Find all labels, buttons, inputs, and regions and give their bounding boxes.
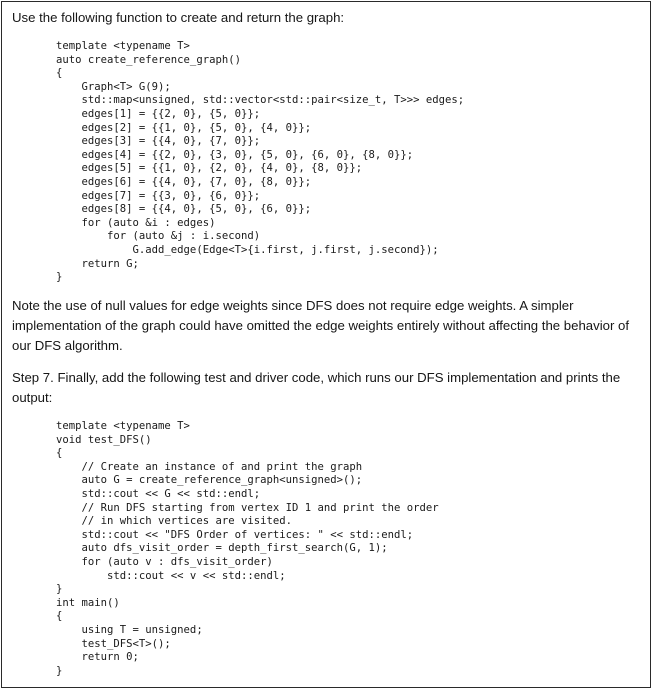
code-line: } <box>56 583 63 596</box>
code-line: for (auto &i : edges) <box>56 216 216 229</box>
code-line: { <box>56 67 63 80</box>
code-line: int main() <box>56 596 120 609</box>
code-line: { <box>56 447 63 460</box>
code-line: edges[8] = {{4, 0}, {5, 0}, {6, 0}}; <box>56 203 312 216</box>
code-line: edges[7] = {{3, 0}, {6, 0}}; <box>56 189 261 202</box>
code-line: std::map<unsigned, std::vector<std::pair<size_t, T>>> edges; <box>56 94 465 107</box>
code-line: auto dfs_visit_order = depth_first_search(G, 1); <box>56 542 388 555</box>
code-line: auto G = create_reference_graph<unsigned>(); <box>56 474 363 487</box>
code-line: edges[1] = {{2, 0}, {5, 0}}; <box>56 107 261 120</box>
code-block-create-reference-graph <box>56 40 464 285</box>
code-line: std::cout << "DFS Order of vertices: " << std::endl; <box>56 528 414 541</box>
code-block-test-dfs <box>56 420 439 678</box>
note-text: Note the use of null values for edge weights since DFS does not require edge weights. A simpler implementation of the graph could have omitted the edge weights entirely without affecting the behavior of our DFS algorithm. <box>12 298 630 353</box>
code-line: { <box>56 610 63 623</box>
step-7-text: Step 7. Finally, add the following test and driver code, which runs our DFS implementation and prints the output: <box>12 370 621 405</box>
code-line: template <typename T> <box>56 420 190 432</box>
code-line: } <box>56 271 63 284</box>
code-line: edges[2] = {{1, 0}, {5, 0}, {4, 0}}; <box>56 121 312 134</box>
code-line: test_DFS<T>(); <box>56 637 171 650</box>
intro-text: Use the following function to create and return the graph: <box>12 10 345 25</box>
code-line: return G; <box>56 257 139 270</box>
code-line: for (auto &j : i.second) <box>56 230 261 243</box>
code-line: for (auto v : dfs_visit_order) <box>56 555 273 568</box>
code-line: edges[5] = {{1, 0}, {2, 0}, {4, 0}, {8, 0}}; <box>56 162 363 175</box>
code-line: } <box>56 664 63 677</box>
code-line: // in which vertices are visited. <box>56 515 292 528</box>
code-line: return 0; <box>56 651 139 664</box>
page-frame <box>1 1 651 688</box>
code-line: std::cout << G << std::endl; <box>56 487 261 500</box>
code-line: edges[3] = {{4, 0}, {7, 0}}; <box>56 135 261 148</box>
code-line: Graph<T> G(9); <box>56 80 171 93</box>
code-line: auto create_reference_graph() <box>56 53 241 66</box>
code-line: using T = unsigned; <box>56 623 203 636</box>
code-line: edges[6] = {{4, 0}, {7, 0}, {8, 0}}; <box>56 175 312 188</box>
code-line: G.add_edge(Edge<T>{i.first, j.first, j.second}); <box>56 243 439 256</box>
code-line: // Create an instance of and print the graph <box>56 460 363 473</box>
code-line: std::cout << v << std::endl; <box>56 569 286 582</box>
code-line: // Run DFS starting from vertex ID 1 and print the order <box>56 501 439 514</box>
code-line: template <typename T> <box>56 40 190 52</box>
code-line: edges[4] = {{2, 0}, {3, 0}, {5, 0}, {6, 0}, {8, 0}}; <box>56 148 414 161</box>
code-line: void test_DFS() <box>56 433 152 446</box>
